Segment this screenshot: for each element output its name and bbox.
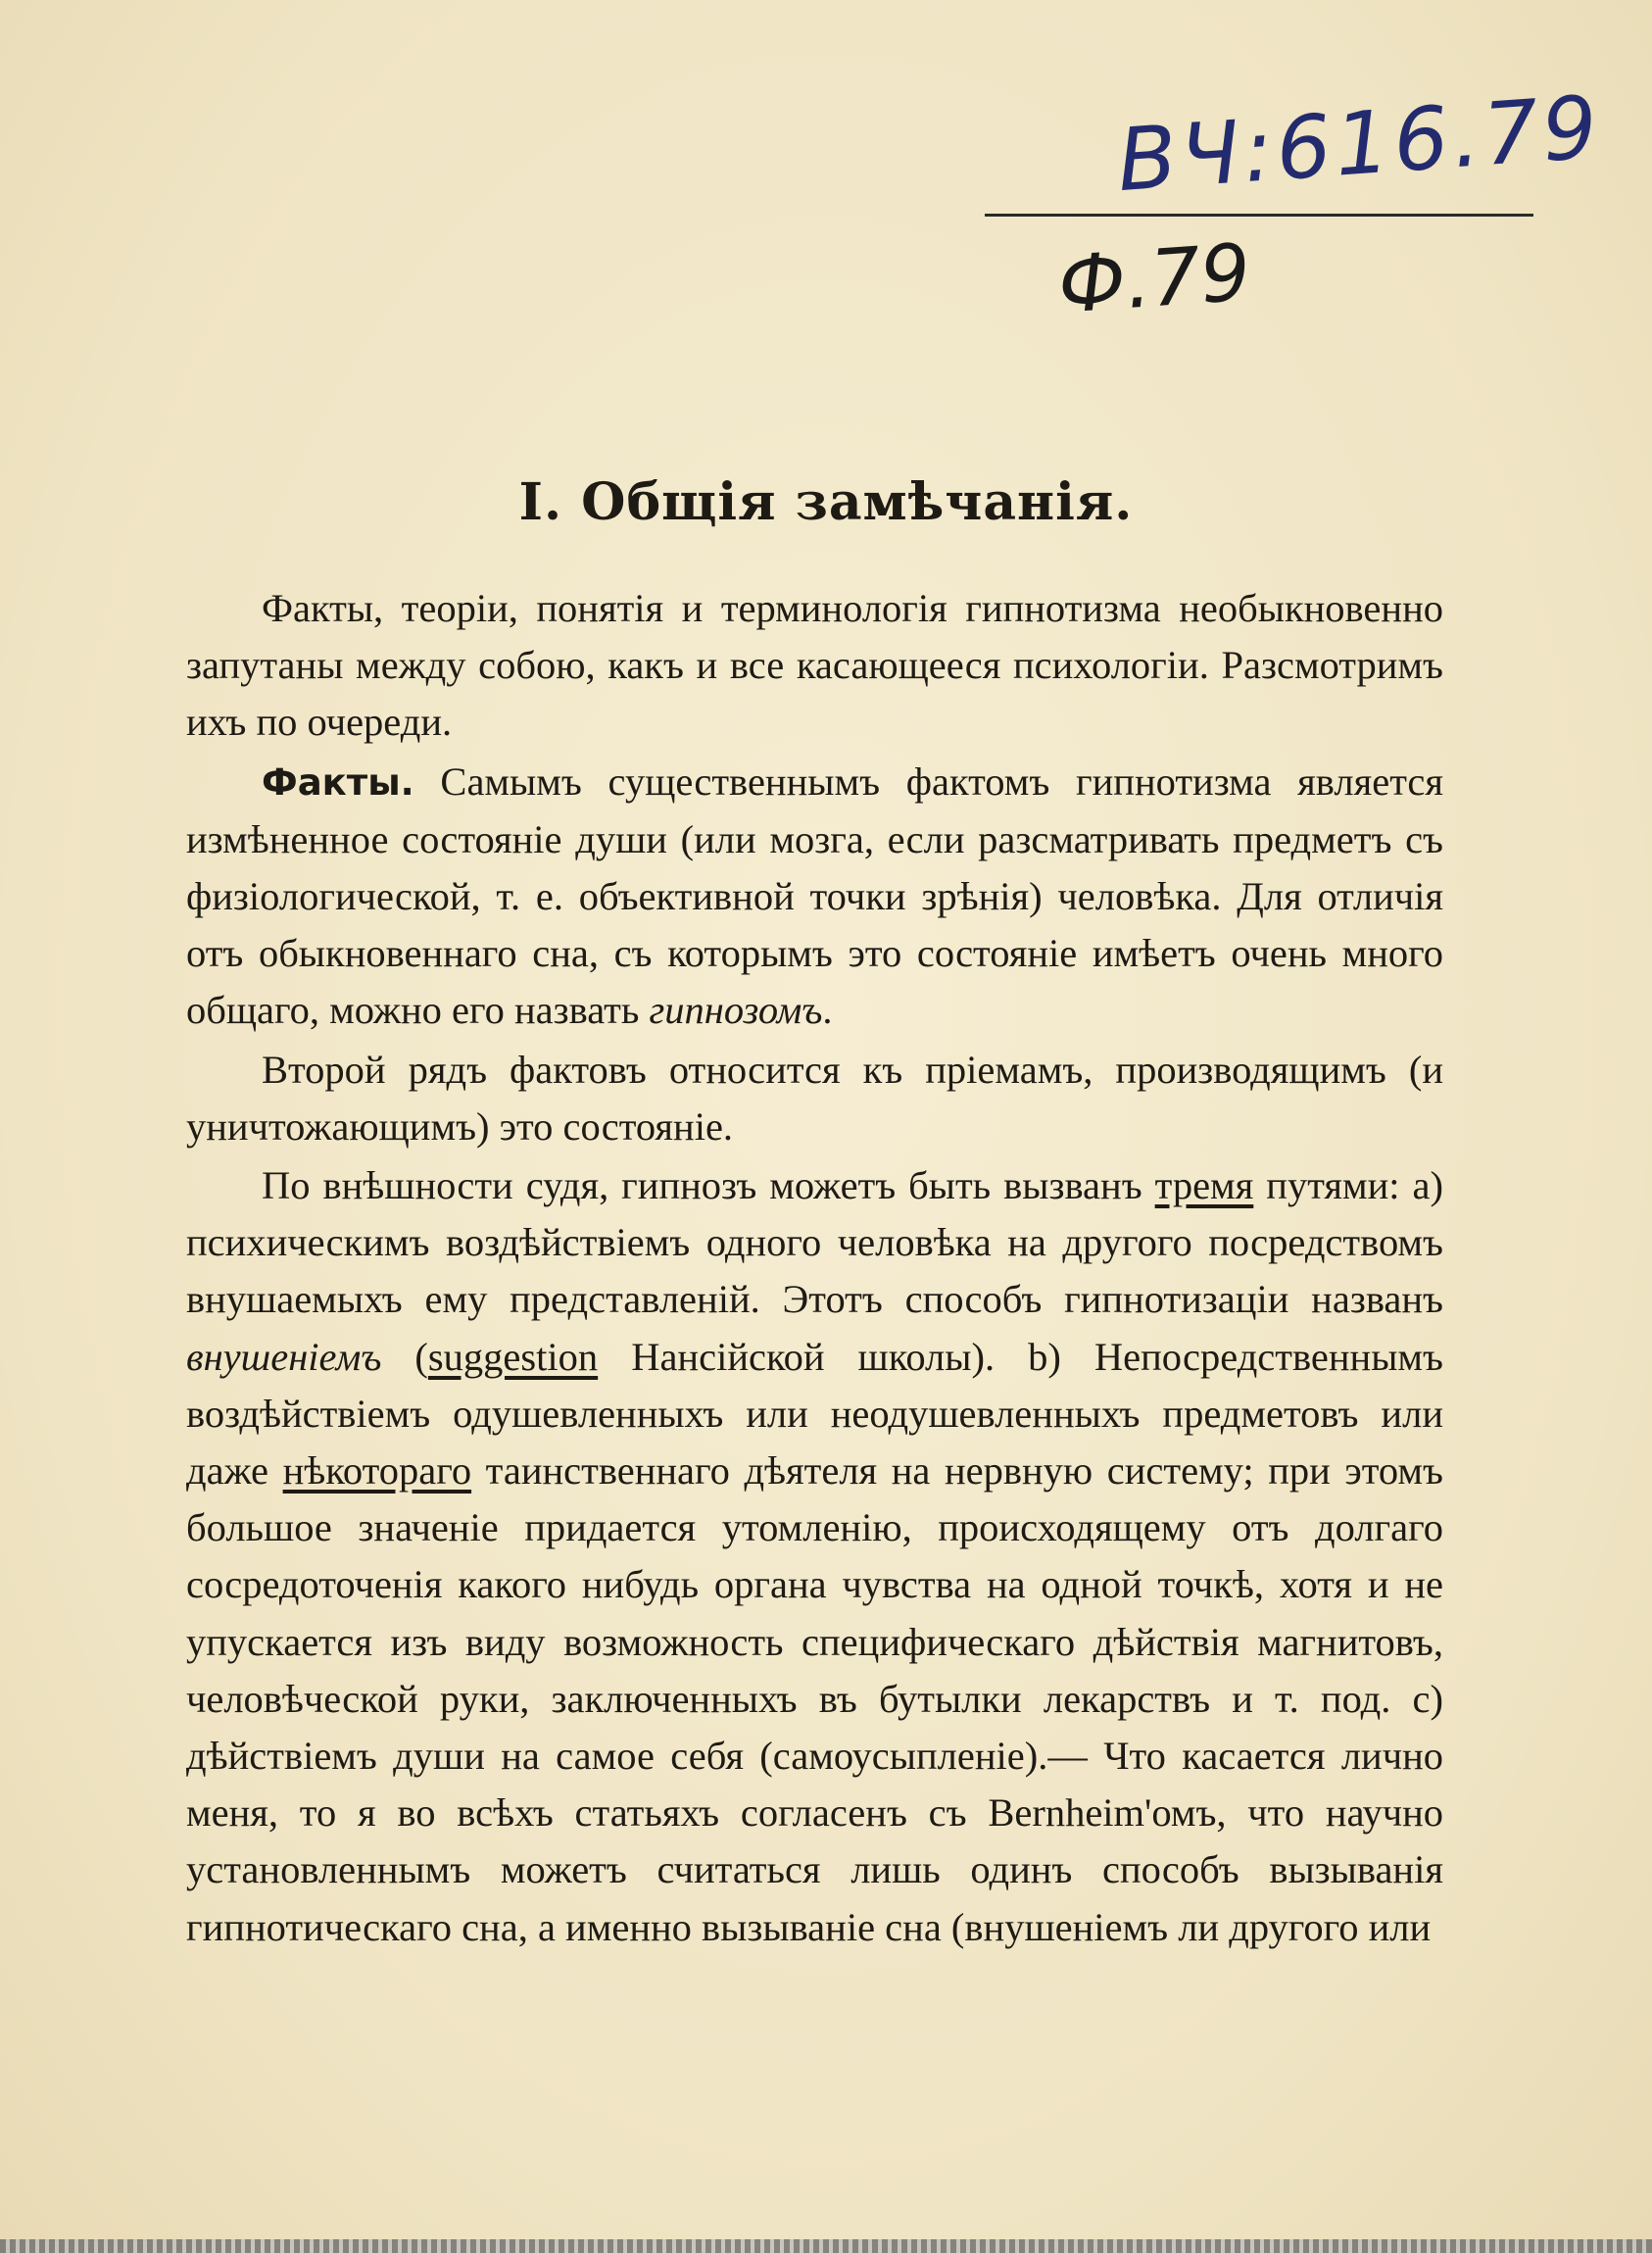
paragraph-intro: Факты, теоріи, понятія и терминологія гипнотизма необыкновенно запутаны между собою, какъ и все касающееся психологіи. Разсмотримъ ихъ по очереди. xyxy=(186,586,1443,745)
underlined-three: тремя xyxy=(1154,1163,1254,1208)
scan-edge xyxy=(0,2239,1652,2253)
term-hypnosis: гипнозомъ xyxy=(649,988,823,1033)
facts-lead: Факты. xyxy=(262,760,414,804)
body-text xyxy=(186,580,1443,1956)
shelfmark-divider xyxy=(985,214,1533,217)
term-suggestion-fr: suggestion xyxy=(427,1334,599,1379)
ways-text-b: путями: а) психическимъ воздѣйствіемъ одного человѣка на другого посредствомъ внушаемыхъ ему представленій. Этотъ способъ гипнотизаціи названъ xyxy=(186,1163,1443,1322)
handwritten-shelfmark: ВЧ:616.79 xyxy=(1114,75,1605,212)
ways-text-e: таинственнаго дѣятеля на нервную систему; при этомъ большое значеніе придается утомленію, происходящему отъ долгаго сосредоточенія какого нибудь органа чувства на одной точкѣ, хотя и не упускается изъ виду возможность специфическаго дѣйствія магнитовъ, человѣческой руки, заключенныхъ въ бутылки лекарствъ и т. под. c) дѣйствіемъ души на самое себя (самоусыпленіе).— Что касается лично меня, то я во всѣхъ статьяхъ согласенъ съ Bernheim'омъ, что научно установленнымъ можетъ считаться лишь одинъ способъ вызыванія гипнотическаго сна, а именно вызываніе сна (внушеніемъ ли другого или xyxy=(186,1448,1443,1949)
underlined-some: нѣкотораго xyxy=(282,1448,472,1494)
ways-text-d: Нансійской школы). b) Непосредственнымъ воздѣйствіемъ одушевленныхъ или неодушевленныхъ предметовъ или даже xyxy=(186,1334,1443,1494)
ways-text-c: ( xyxy=(381,1334,428,1379)
facts-end: . xyxy=(822,988,833,1033)
paragraph-facts xyxy=(186,754,1443,1040)
facts-text: Самымъ существеннымъ фактомъ гипнотизма является измѣненное состояніе души (или мозга, если разсматривать предметъ съ физіологической, т. е. объективной точки зрѣнія) человѣка. Для отличія отъ обыкновеннаго сна, съ которымъ это состояніе имѣетъ очень много общаго, можно его назвать xyxy=(186,759,1443,1033)
handwritten-fund-number: Ф.79 xyxy=(1054,226,1254,331)
ways-text-a: По внѣшности судя, гипнозъ можетъ быть вызванъ xyxy=(262,1163,1155,1208)
paragraph-methods-intro: Второй рядъ фактовъ относится къ пріемамъ, производящимъ (и уничтожающимъ) это состояніе. xyxy=(186,1047,1443,1149)
paragraph-three-ways xyxy=(186,1157,1443,1956)
term-suggestion-ru: внушеніемъ xyxy=(186,1334,382,1379)
section-heading: I. Общія замѣчанія. xyxy=(518,472,1134,532)
